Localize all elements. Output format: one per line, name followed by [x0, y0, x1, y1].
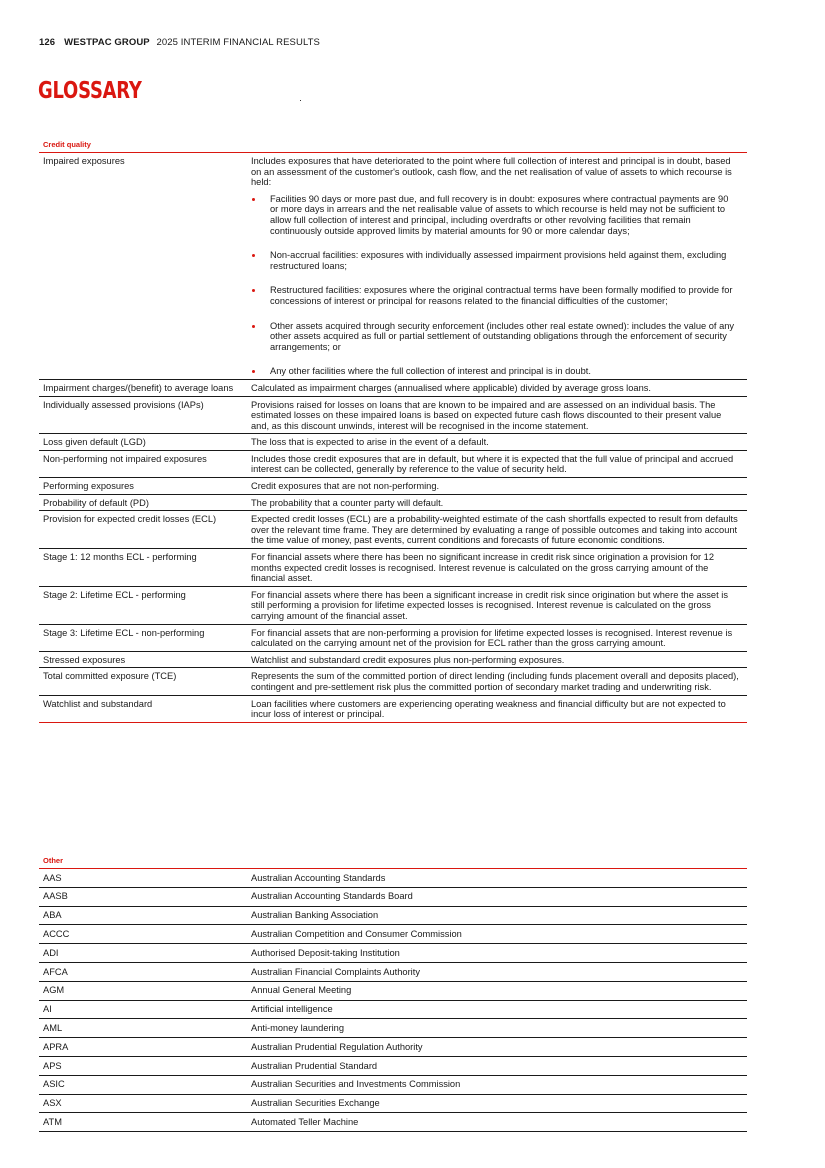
- abbreviation-row: [39, 888, 747, 907]
- abbreviation-definition: Authorised Deposit-taking Institution: [251, 947, 400, 958]
- abbreviation-term: AI: [43, 1004, 52, 1015]
- glossary-row: [39, 495, 747, 512]
- abbreviation-term: AAS: [43, 872, 62, 883]
- glossary-definition: [251, 671, 747, 692]
- glossary-term: Provision for expected credit losses (ECL): [43, 514, 217, 525]
- other-heading: Other: [39, 855, 747, 869]
- abbreviation-term: AASB: [43, 891, 68, 902]
- glossary-row: [39, 153, 747, 380]
- abbreviation-term: ASIC: [43, 1079, 65, 1090]
- abbreviation-definition: Australian Accounting Standards: [251, 872, 386, 883]
- abbreviation-row: [39, 1076, 747, 1095]
- definition-bullet: Other assets acquired through security enforcement (includes other real estate owned): includes the value of any other assets acquired as full or partial settlement of outstanding obligations through the enforcement of security arrangements; or: [251, 321, 739, 353]
- abbreviation-term: AFCA: [43, 966, 68, 977]
- abbreviation-term: ADI: [43, 947, 59, 958]
- abbreviation-definition: Australian Securities and Investments Commission: [251, 1079, 461, 1090]
- page-title: GLOSSARY: [38, 78, 142, 104]
- abbreviation-definition: Annual General Meeting: [251, 985, 352, 996]
- glossary-definition: [251, 498, 747, 509]
- glossary-term: Total committed exposure (TCE): [43, 671, 177, 682]
- definition-text: Includes exposures that have deteriorated to the point where full collection of interest and principal is in doubt, based on an assessment of the customer's outlook, cash flow, and the net realisation of value of assets to which recourse is held:: [251, 156, 732, 188]
- glossary-term: Impaired exposures: [43, 156, 125, 166]
- report-name: 2025 INTERIM FINANCIAL RESULTS: [156, 37, 320, 48]
- glossary-definition: [251, 454, 747, 475]
- credit-quality-table: [39, 153, 747, 723]
- definition-bullet: Restructured facilities: exposures where the original contractual terms have been formally modified to provide for concessions of interest or principal for reasons related to the financial difficulties of the customer;: [251, 285, 739, 306]
- glossary-row: [39, 380, 747, 397]
- glossary-term: Impairment charges/(benefit) to average loans: [43, 382, 234, 393]
- abbreviation-definition: Australian Prudential Regulation Authority: [251, 1041, 423, 1052]
- glossary-definition: [251, 590, 747, 622]
- glossary-definition: [251, 699, 747, 720]
- abbreviation-definition: Australian Financial Complaints Authority: [251, 966, 420, 977]
- abbreviation-row: [39, 982, 747, 1001]
- definition-text: Calculated as impairment charges (annualised where applicable) divided by average gross loans.: [251, 382, 651, 393]
- abbreviation-definition: Australian Banking Association: [251, 910, 379, 921]
- abbreviation-row: [39, 1113, 747, 1132]
- abbreviation-row: [39, 1095, 747, 1114]
- glossary-term: Stressed exposures: [43, 654, 126, 665]
- glossary-definition: [251, 552, 747, 584]
- glossary-row: [39, 478, 747, 495]
- definition-text: Expected credit losses (ECL) are a probability-weighted estimate of the cash shortfalls expected to result from defaults over the relevant time frame. They are determined by evaluating a range of possible outcomes and taking into account the time value of money, past events, current conditions and forecasts of future economic conditions.: [251, 514, 738, 546]
- glossary-term: Watchlist and substandard: [43, 698, 153, 709]
- stray-dot: [300, 100, 301, 101]
- definition-text: For financial assets where there has been a significant increase in credit risk since origination but where the asset is still performing a provision for lifetime expected losses is recognised. Interest revenue is calculated on the gross carrying amount of the financial asset.: [251, 589, 728, 621]
- other-table: [39, 869, 747, 1132]
- credit-quality-section: [39, 139, 747, 723]
- glossary-definition: [251, 655, 747, 666]
- glossary-definition: [251, 437, 747, 448]
- glossary-definition: [251, 481, 747, 492]
- abbreviation-definition: Australian Securities Exchange: [251, 1098, 380, 1109]
- definition-text: Includes those credit exposures that are in default, but where it is expected that the full value of principal and accrued interest can be collected, generally by reference to the value of security held.: [251, 453, 734, 475]
- glossary-row: [39, 549, 747, 587]
- abbreviation-term: AGM: [43, 985, 65, 996]
- glossary-definition: [251, 383, 747, 394]
- abbreviation-term: AML: [43, 1022, 63, 1033]
- abbreviation-row: [39, 1038, 747, 1057]
- glossary-row: [39, 511, 747, 549]
- glossary-row: [39, 397, 747, 435]
- other-section: [39, 855, 747, 1132]
- glossary-row: [39, 625, 747, 652]
- abbreviation-definition: Artificial intelligence: [251, 1004, 333, 1015]
- definition-text: Represents the sum of the committed portion of direct lending (including funds placement overall and deposits placed), contingent and pre-settlement risk plus the committed portion of secondary market trading and underwriting risk.: [251, 671, 739, 692]
- page-header: [39, 37, 320, 48]
- definition-text: For financial assets that are non-performing a provision for lifetime expected losses is recognised. Interest revenue is calculated on the carrying amount net of the provision for ECL rather than the gross carrying amount.: [251, 627, 733, 649]
- abbreviation-row: [39, 1019, 747, 1038]
- glossary-term: Stage 1: 12 months ECL - performing: [43, 552, 197, 563]
- credit-quality-heading: Credit quality: [39, 139, 747, 153]
- glossary-row: [39, 696, 747, 723]
- abbreviation-definition: Australian Competition and Consumer Commission: [251, 928, 462, 939]
- glossary-row: [39, 587, 747, 625]
- abbreviation-term: ATM: [43, 1116, 62, 1127]
- glossary-definition: [251, 628, 747, 649]
- abbreviation-definition: Australian Prudential Standard: [251, 1060, 378, 1071]
- abbreviation-term: ASX: [43, 1098, 62, 1109]
- abbreviation-definition: Anti-money laundering: [251, 1022, 345, 1033]
- glossary-row: [39, 451, 747, 478]
- company-name: WESTPAC GROUP: [64, 37, 150, 48]
- definition-text: The loss that is expected to arise in the event of a default.: [251, 437, 489, 448]
- definition-bullet: Any other facilities where the full collection of interest and principal is in doubt.: [251, 366, 739, 377]
- definition-bullet-list: [251, 194, 739, 377]
- definition-bullet: Non-accrual facilities: exposures with individually assessed impairment provisions held against them, excluding restructured loans;: [251, 250, 739, 271]
- definition-bullet: Facilities 90 days or more past due, and full recovery is in doubt: exposures where contractual payments are 90 or more days in arrears and the net realisable value of assets to which recourse is held may not be sufficient to allow full collection of interest and principal, including overdrafts or other revolving facilities that remain continuously outside approved limits by material amounts for 90 or more calendar days;: [251, 194, 739, 236]
- abbreviation-definition: Australian Accounting Standards Board: [251, 891, 413, 902]
- glossary-term: Individually assessed provisions (IAPs): [43, 399, 204, 410]
- abbreviation-row: [39, 925, 747, 944]
- definition-text: Loan facilities where customers are experiencing operating weakness and financial difficulty but are not expected to incur loss of interest or principal.: [251, 698, 726, 720]
- abbreviation-term: ACCC: [43, 928, 70, 939]
- abbreviation-row: [39, 1057, 747, 1076]
- abbreviation-row: [39, 944, 747, 963]
- glossary-term: Stage 3: Lifetime ECL - non-performing: [43, 627, 205, 638]
- glossary-row: [39, 434, 747, 451]
- glossary-term: Loss given default (LGD): [43, 437, 146, 448]
- definition-text: Credit exposures that are not non-performing.: [251, 481, 440, 492]
- abbreviation-term: ABA: [43, 910, 62, 921]
- glossary-definition: [251, 400, 747, 432]
- abbreviation-definition: Automated Teller Machine: [251, 1116, 359, 1127]
- glossary-term: Probability of default (PD): [43, 497, 149, 508]
- abbreviation-term: APRA: [43, 1041, 69, 1052]
- definition-text: The probability that a counter party will default.: [251, 497, 444, 508]
- abbreviation-row: [39, 963, 747, 982]
- glossary-term: Stage 2: Lifetime ECL - performing: [43, 589, 186, 600]
- abbreviation-row: [39, 869, 747, 888]
- glossary-row: [39, 668, 747, 695]
- definition-text: Provisions raised for losses on loans that are known to be impaired and are assessed on an individual basis. The estimated losses on these impaired loans is based on expected future cash flows discounted to their present value and, as this discount unwinds, interest will be recognised in the income statement.: [251, 399, 722, 431]
- abbreviation-term: APS: [43, 1060, 62, 1071]
- glossary-row: [39, 652, 747, 669]
- definition-text: For financial assets where there has been no significant increase in credit risk since origination a provision for 12 months expected credit losses is recognised. Interest revenue is calculated on the gross carrying amount of the financial asset.: [251, 552, 715, 584]
- definition-text: Watchlist and substandard credit exposures plus non-performing exposures.: [251, 654, 565, 665]
- glossary-term: Non-performing not impaired exposures: [43, 453, 207, 464]
- abbreviation-row: [39, 1001, 747, 1020]
- page-number: 126: [39, 37, 56, 48]
- glossary-definition: [251, 156, 747, 377]
- abbreviation-row: [39, 907, 747, 926]
- glossary-term: Performing exposures: [43, 481, 134, 492]
- glossary-definition: [251, 514, 747, 546]
